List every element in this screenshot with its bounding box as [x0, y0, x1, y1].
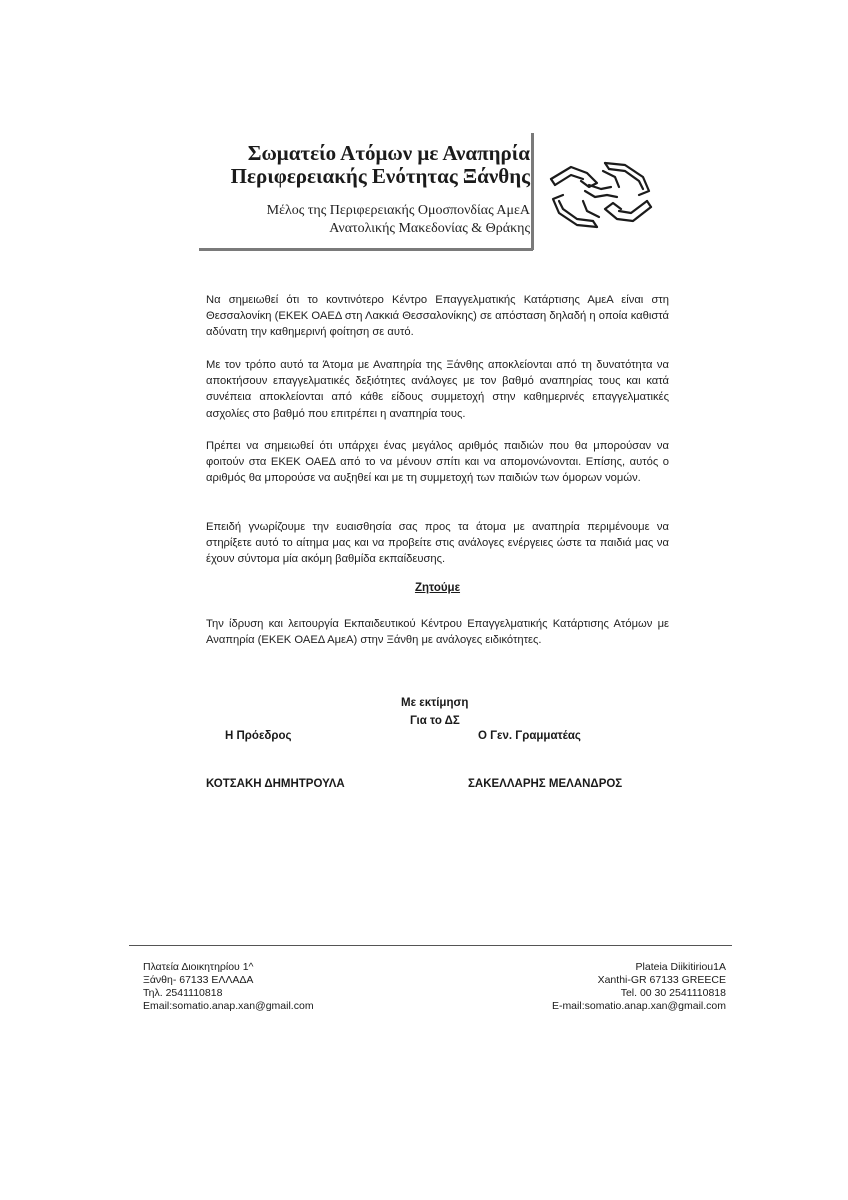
joined-hands-icon — [545, 157, 657, 231]
footer-city: Xanthi-GR 67133 GREECE — [597, 974, 726, 986]
footer-address-greek — [143, 961, 314, 1013]
org-name-line1: Σωματείο Ατόμων με Αναπηρία — [247, 141, 530, 165]
header-divider-horizontal — [199, 248, 533, 251]
paragraph-4: Επειδή γνωρίζουμε την ευαισθησία σας προς τα άτομα με αναπηρία περιμένουμε να στηρίξετε αυτό το αίτημα μας και να προβείτε στις ανάλογες ενέργειες ώστε τα παιδιά μας να έχουν σύντομα μία ακόμη βαθμίδα εκπαίδευσης. — [206, 521, 669, 566]
request-text: Την ίδρυση και λειτουργία Εκπαιδευτικού Κέντρου Επαγγελματικής Κατάρτισης Ατόμων με Αναπηρία (ΕΚΕΚ ΟΑΕΔ ΑμεΑ) στην Ξάνθη με ανάλογες ειδικότητες. — [206, 618, 669, 647]
secretary-title: Ο Γεν. Γραμματέας — [478, 730, 581, 742]
footer-address-english — [552, 961, 726, 1013]
footer-address: Πλατεία Διοικητηρίου 1^ — [143, 961, 254, 973]
president-name: ΚΟΤΣΑΚΗ ΔΗΜΗΤΡΟΥΛΑ — [206, 778, 345, 790]
footer-divider — [129, 945, 732, 946]
footer-email: E-mail:somatio.anap.xan@gmail.com — [551, 1000, 726, 1012]
member-line2: Ανατολικής Μακεδονίας & Θράκης — [329, 221, 530, 236]
org-name-line2: Περιφερειακής Ενότητας Ξάνθης — [230, 164, 530, 188]
paragraph-1: Να σημειωθεί ότι το κοντινότερο Κέντρο Επαγγελματικής Κατάρτισης ΑμεΑ είναι στη Θεσσαλονίκη (ΕΚΕΚ ΟΑΕΔ στη Λακκιά Θεσσαλονίκης) σε απόσταση δηλαδή η οποία καθιστά αδύνατη την καθημερινή φοίτηση σε αυτό. — [206, 294, 669, 339]
footer-email: Email:somatio.anap.xan@gmail.com — [143, 1000, 314, 1012]
footer-address: Plateia Diikitiriou1A — [635, 961, 726, 973]
footer-phone: Τηλ. 2541110818 — [143, 987, 223, 999]
paragraph-2: Με τον τρόπο αυτό τα Άτομα με Αναπηρία της Ξάνθης αποκλείονται από τη δυνατότητα να αποκτήσουν επαγγελματικές δεξιότητες ανάλογες με τον βαθμό αναπηρίας τους και κατά συνέπεια αποκλείονται από κάθε είδους συμμετοχή στην καθημερινές επαγγελματικές ασχολίες στο βαθμό που επιτρέπει η αναπηρία τους. — [206, 359, 669, 420]
header-divider-vertical — [531, 133, 534, 250]
member-line1: Μέλος της Περιφερειακής Ομοσπονδίας ΑμεΑ — [266, 203, 530, 218]
on-behalf: Για το ΔΣ — [410, 715, 460, 727]
secretary-name: ΣΑΚΕΛΛΑΡΗΣ ΜΕΛΑΝΔΡΟΣ — [468, 778, 623, 790]
footer-city: Ξάνθη- 67133 ΕΛΛΑΔΑ — [143, 974, 254, 986]
footer-phone: Tel. 00 30 2541110818 — [620, 987, 726, 999]
paragraph-3: Πρέπει να σημειωθεί ότι υπάρχει ένας μεγάλος αριθμός παιδιών που θα μπορούσαν να φοιτούν στα ΕΚΕΚ ΟΑΕΔ από το να μένουν σπίτι και να απομονώνονται. Επίσης, αυτός ο αριθμός θα μπορούσε να αυξηθεί και με τη συμμετοχή των παιδιών των όμορων νομών. — [206, 440, 669, 485]
president-title: Η Πρόεδρος — [225, 730, 292, 742]
request-title: Ζητούμε — [414, 582, 461, 594]
closing: Με εκτίμηση — [401, 697, 469, 709]
